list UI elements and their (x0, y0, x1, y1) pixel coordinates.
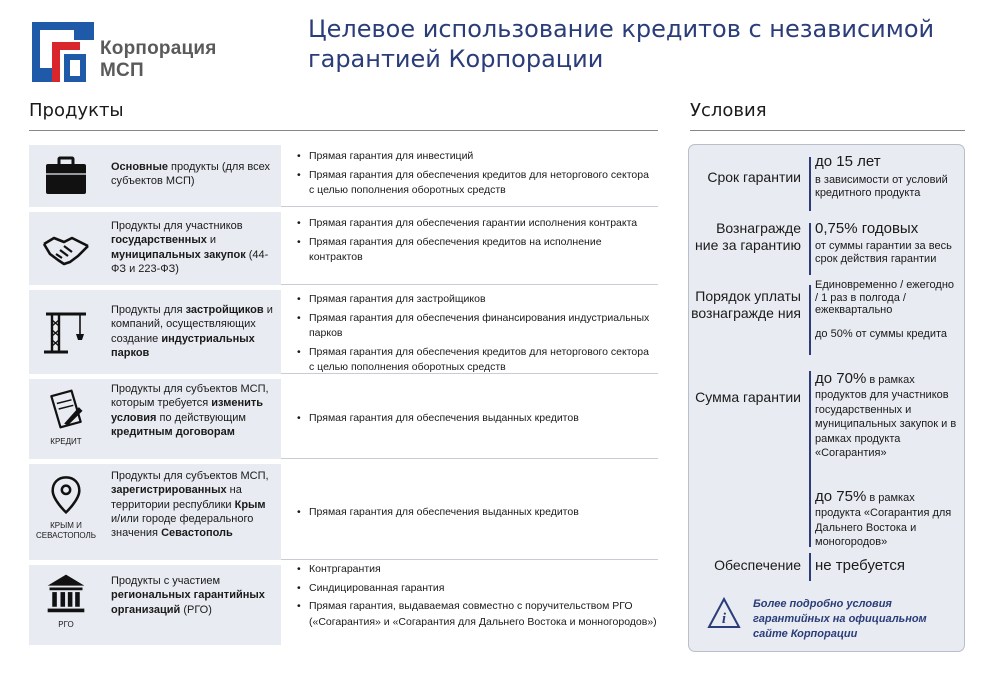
product-icon-box (29, 464, 103, 560)
condition-label-amount: Сумма гарантии (695, 389, 801, 405)
description-segment: и (206, 234, 217, 247)
description-segment: Продукты для (111, 304, 186, 316)
bank-building-icon (44, 571, 88, 615)
condition-label-collateral: Обеспечение (714, 557, 801, 573)
logo-text (100, 38, 217, 82)
logo-line-2: МСП (100, 60, 144, 81)
row-separator (281, 458, 658, 459)
bullet-item: • Прямая гарантия для обеспечения гарантии исполнения контракта (295, 216, 657, 232)
page-title: Целевое использование кредитов с независимой гарантией Корпорации (308, 15, 935, 73)
description-segment: (44-ФЗ и 223-ФЗ) (111, 248, 269, 275)
description-segment: зарегистрированных (111, 484, 227, 497)
condition-note-fee: от суммы гарантии за весь срок действия гарантии (815, 240, 952, 265)
conditions-divider (690, 130, 965, 131)
product-description (111, 382, 277, 439)
bullet-item: • Прямая гарантия для застройщиков (295, 292, 657, 308)
product-bullets (295, 505, 657, 524)
description-segment: (РГО) (180, 603, 212, 616)
description-segment: и/или городе федерального значения (111, 512, 254, 540)
condition-label-fee: Вознагражде ние за гарантию (695, 220, 801, 253)
row-separator (281, 206, 658, 207)
row-separator (281, 284, 658, 285)
condition-label-term: Срок гарантии (707, 169, 801, 185)
bullet-item: • Прямая гарантия для обеспечения кредитов для неторгового сектора с целью пополнения оборотных средств (295, 168, 657, 199)
product-description (111, 160, 277, 189)
amount-1-suffix: в рамках (866, 374, 915, 386)
bullet-item: • Прямая гарантия для обеспечения выданных кредитов (295, 411, 657, 427)
amount-2-suffix: в рамках (866, 492, 915, 504)
product-bullets (295, 292, 657, 379)
row-separator (281, 373, 658, 374)
briefcase-icon (42, 152, 90, 200)
logo-mark-icon (30, 20, 94, 84)
description-segment: Продукты для участников (111, 220, 243, 232)
products-divider (29, 130, 658, 131)
description-segment: Основные (111, 161, 168, 173)
product-icon-box (29, 145, 103, 207)
logo-line-1: Корпорация (100, 38, 217, 59)
condition-note-payment: до 50% от суммы кредита (815, 328, 947, 340)
product-row-credit-change (29, 379, 658, 459)
product-bullets (295, 149, 657, 202)
condition-label-payment: Порядок уплаты вознагражде ния (691, 288, 801, 321)
description-segment: Севастополь (161, 527, 233, 540)
condition-value-payment: Единовременно / ежегодно / 1 раз в полгода / ежеквартально (815, 279, 955, 316)
icon-caption: КРЕДИТ (50, 437, 82, 446)
info-link-text[interactable]: Более подробно условия гарантийных на официальном сайте Корпорации (753, 598, 927, 640)
bullet-item: • Прямая гарантия для обеспечения кредитов на исполнение контрактов (295, 235, 657, 266)
product-row-developers (29, 290, 658, 374)
product-row-rgo (29, 565, 658, 645)
condition-value-collateral: не требуется (815, 557, 905, 574)
bullet-item: • Контргарантия (295, 562, 657, 578)
condition-divider (809, 223, 811, 275)
description-segment: по действующим (156, 411, 246, 424)
product-description (111, 219, 277, 276)
description-segment: на территории республики (111, 484, 242, 511)
description-segment: продукты (для всех субъектов МСП) (111, 161, 270, 188)
amount-1-value: до 70% (815, 370, 867, 387)
description-segment: индустриальных парков (111, 332, 255, 359)
condition-value-fee: 0,75% годовых (815, 220, 919, 237)
products-heading: Продукты (29, 100, 124, 121)
icon-caption: РГО (58, 620, 74, 629)
product-icon-box (29, 212, 103, 285)
conditions-panel (688, 144, 965, 652)
bullet-item: • Прямая гарантия, выдаваемая совместно с поручительством РГО («Согарантия» и «Согарантия для Дальнего Востока и монногородов») (295, 599, 657, 630)
warning-info-icon (707, 597, 741, 629)
product-description (111, 469, 277, 540)
icon-caption: КРЫМ И СЕВАСТОПОЛЬ (36, 521, 96, 540)
product-description (111, 303, 277, 360)
condition-value-term: до 15 лет (815, 153, 881, 170)
location-pin-icon (46, 474, 86, 514)
amount-2-value: до 75% (815, 488, 867, 505)
product-bullets (295, 562, 657, 633)
condition-divider (809, 157, 811, 211)
description-segment: муниципальных закупок (111, 248, 246, 261)
description-segment: государственных (111, 234, 207, 247)
description-segment: Продукты для субъектов МСП, которым требуется (111, 383, 269, 410)
product-description (111, 574, 277, 617)
conditions-heading: Условия (690, 100, 767, 121)
product-row-procurement (29, 212, 658, 285)
description-segment: изменить условия (111, 397, 264, 424)
crane-icon (42, 306, 90, 354)
condition-note-amount-1: продуктов для участников государственных и муниципальных закупок и в рамках продукта «Согарантия» (815, 389, 957, 459)
condition-divider (809, 553, 811, 581)
description-segment: региональных гарантийных организаций (111, 589, 265, 616)
bullet-item: • Прямая гарантия для обеспечения выданных кредитов (295, 505, 657, 521)
handshake-icon (42, 224, 90, 272)
condition-value-amount-1 (815, 370, 915, 389)
bullet-item: • Прямая гарантия для обеспечения кредитов для неторгового сектора с целью пополнения оборотных средств (295, 345, 657, 376)
product-bullets (295, 411, 657, 430)
description-segment: кредитным договорам (111, 425, 235, 438)
logo (30, 20, 230, 84)
bullet-item: • Прямая гарантия для инвестиций (295, 149, 657, 165)
product-row-main (29, 145, 658, 207)
credit-document-icon (44, 387, 88, 431)
svg-text:i: i (721, 611, 727, 627)
condition-note-term: в зависимости от условий кредитного продукта (815, 174, 948, 199)
product-icon-box (29, 290, 103, 374)
row-separator (281, 559, 658, 560)
bullet-item: • Синдицированная гарантия (295, 581, 657, 597)
description-segment: Продукты с участием (111, 575, 221, 587)
product-icon-box (29, 565, 103, 645)
description-segment: Продукты для субъектов МСП, (111, 470, 269, 482)
condition-note-amount-2: продукта «Согарантия для Дальнего Востока и моногородов» (815, 507, 952, 548)
description-segment: Крым (234, 498, 266, 511)
bullet-item: • Прямая гарантия для обеспечения финансирования индустриальных парков (295, 311, 657, 342)
product-icon-box (29, 379, 103, 459)
description-segment: и компаний, осуществляющих создание (111, 304, 273, 345)
condition-value-amount-2 (815, 488, 915, 507)
description-segment: застройщиков (185, 304, 264, 316)
condition-divider (809, 285, 811, 355)
condition-divider (809, 371, 811, 547)
product-row-crimea (29, 464, 658, 560)
product-bullets (295, 216, 657, 269)
